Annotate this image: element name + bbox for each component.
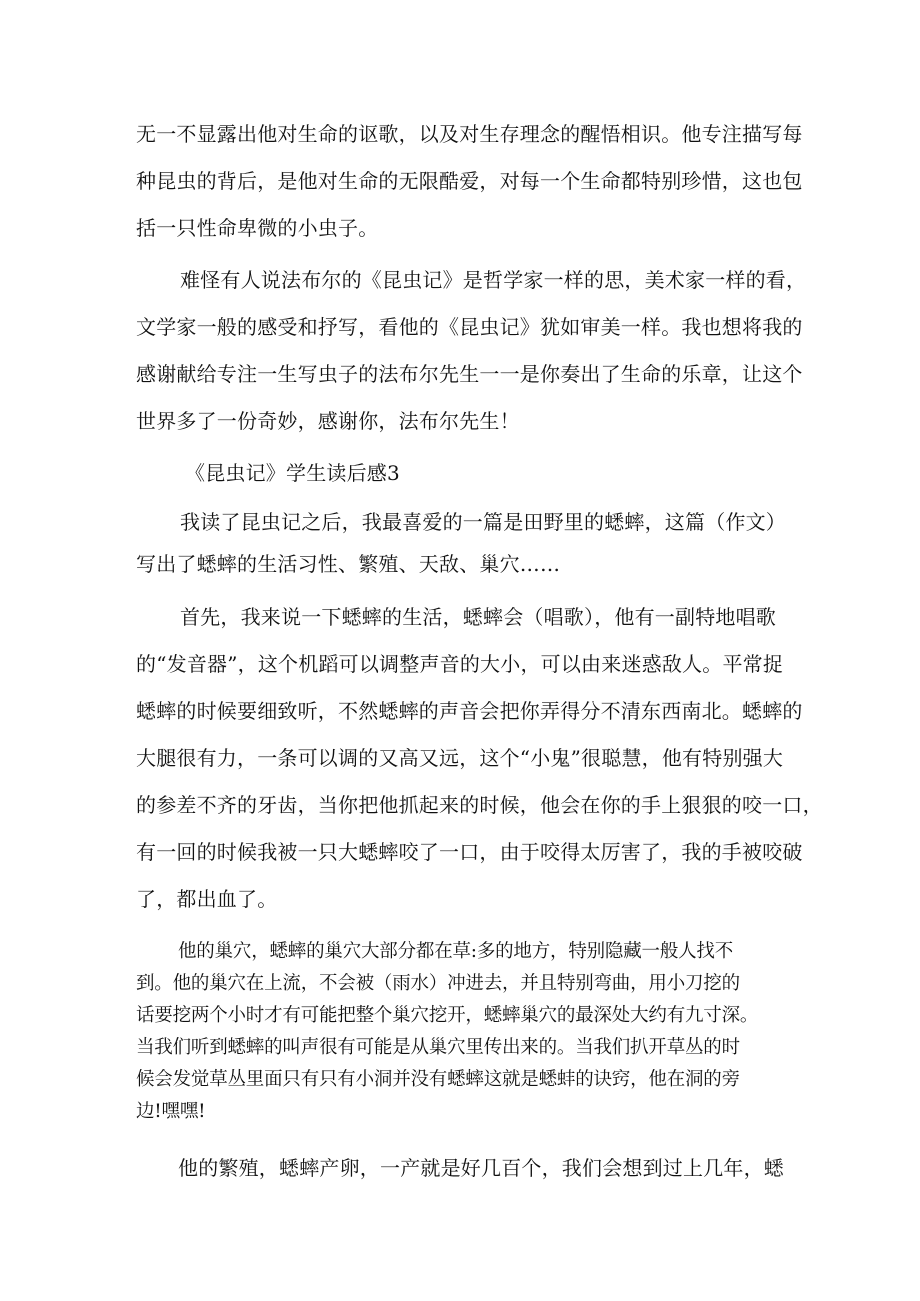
paragraph-5-line-3: 话要挖两个小时才有可能把整个巢穴挖开，蟋蟀巢穴的最深处大约有九寸深。 [136, 1005, 759, 1026]
paragraph-1-line-2: 种昆虫的背后，是他对生命的无限酷爱，对每一个生命都特别珍惜，这也包 [136, 169, 803, 193]
paragraph-2-line-2: 文学家一般的感受和抒写，看他的《昆虫记》犹如审美一样。我也想将我的 [136, 315, 803, 339]
paragraph-5-line-4: 当我们听到蟋蟀的叫声很有可能是从巢穴里传出来的。当我们扒开草丛的时 [136, 1037, 740, 1058]
paragraph-5-line-5: 候会发觉草丛里面只有只有小洞并没有蟋蟀这就是蟋蚌的诀窍，他在洞的旁 [136, 1069, 740, 1090]
paragraph-5-line-2: 到。他的巢穴在上流，不会被（雨水）冲进去，并且特别弯曲，用小刀挖的 [136, 973, 740, 994]
section-title: 《昆虫记》学生读后感3 [185, 461, 400, 485]
paragraph-5-line-1: 他的巢穴，蟋蟀的巢穴大部分都在草:多的地方，特别隐藏一般人找不 [178, 941, 734, 962]
paragraph-5-line-6: 边!嘿嘿! [136, 1101, 206, 1122]
paragraph-2-line-4: 世界多了一份奇妙，感谢你，法布尔先生！ [136, 409, 520, 433]
paragraph-4-line-5: 的参差不齐的牙齿，当你把他抓起来的时候，他会在你的手上狠狠的咬一口， [136, 793, 823, 817]
paragraph-6-line-1: 他的繁殖，蟋蟀产卵，一产就是好几百个，我们会想到过上几年，蟋 [178, 1156, 784, 1180]
paragraph-4-line-1: 首先，我来说一下蟋蟀的生活，蟋蟀会（唱歌），他有一副特地唱歌 [180, 605, 776, 629]
paragraph-1-line-3: 括一只性命卑微的小虫子。 [136, 216, 379, 240]
paragraph-2-line-3: 感谢献给专注一生写虫子的法布尔先生一一是你奏出了生命的乐章，让这个 [136, 362, 803, 386]
paragraph-4-line-4: 大腿很有力，一条可以调的又高又远，这个“小鬼”很聪慧，他有特别强大 [136, 746, 784, 770]
paragraph-4-line-2: 的“发音器”，这个机蹈可以调整声音的大小，可以由来迷惑敌人。平常捉 [136, 652, 784, 676]
paragraph-4-line-3: 蟋蟀的时候要细致听，不然蟋蟀的声音会把你弄得分不清东西南北。蟋蟀的 [136, 699, 803, 723]
paragraph-4-line-6: 有一回的时候我被一只大蟋蟀咬了一口，由于咬得太厉害了，我的手被咬破 [136, 840, 803, 864]
paragraph-3-line-1: 我读了昆虫记之后，我最喜爱的一篇是田野里的蟋蟀，这篇（作文） [180, 510, 786, 534]
paragraph-3-line-2: 写出了蟋蟀的生活习性、繁殖、天敌、巢穴…… [136, 552, 561, 576]
paragraph-2-line-1: 难怪有人说法布尔的《昆虫记》是哲学家一样的思，美术家一样的看， [180, 268, 807, 292]
paragraph-1-line-1: 无一不显露出他对生命的讴歌，以及对生存理念的醒悟相识。他专注描写每 [136, 122, 803, 146]
paragraph-4-line-7: 了，都出血了。 [136, 887, 278, 911]
